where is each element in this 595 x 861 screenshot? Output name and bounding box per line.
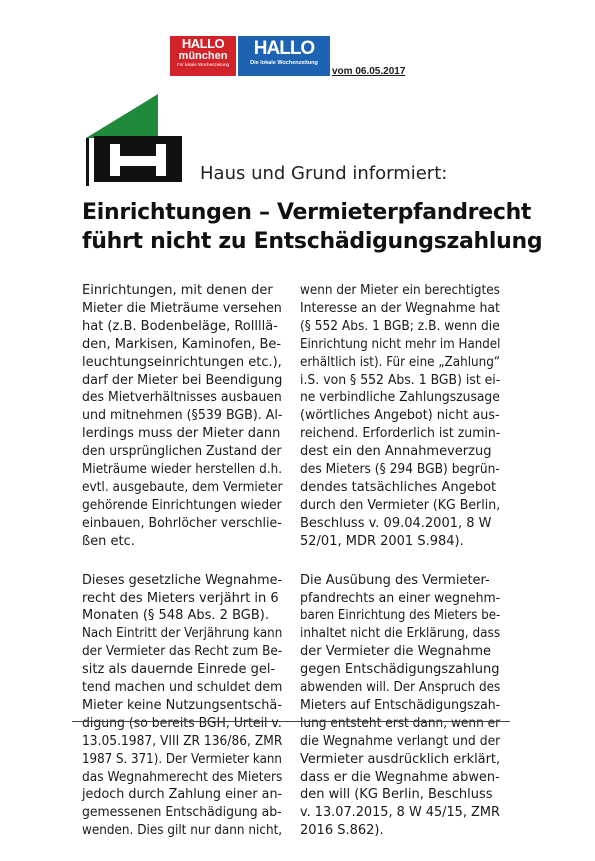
text-line: reichend. Erforderlich ist zumin- <box>300 426 501 442</box>
text-line: gegen Entschädigungszahlung <box>300 662 500 678</box>
text-line: lerdings muss der Mieter dann <box>82 426 281 442</box>
text-line: jedoch durch Zahlung einer an- <box>82 787 283 803</box>
text-line: Mieter keine Nutzungsentschä- <box>82 697 282 713</box>
horizontal-rule <box>72 721 510 722</box>
text-line: Einrichtungen, mit denen der <box>82 283 273 298</box>
article-column-left <box>82 282 282 861</box>
text-line: abwenden will. Der Anspruch des <box>300 680 501 696</box>
text-line: recht des Mieters verjährt in 6 <box>82 590 279 606</box>
logo-red-bottom: Für lokale Wochenzeitung <box>177 62 229 67</box>
text-line: der Vermieter die Wegnahme <box>300 644 492 660</box>
text-line: wenden. Dies gilt nur dann nicht, <box>82 823 283 839</box>
text-line: wenn der Mieter ein berechtigtes <box>300 283 500 298</box>
text-line: v. 13.07.2015, 8 W 45/15, ZMR <box>300 805 500 821</box>
text-line: den, Markisen, Kaminofen, Be- <box>82 336 282 352</box>
text-line: des Mieters (§ 294 BGB) begrün- <box>300 462 500 478</box>
text-line: und mitnehmen (§539 BGB). Al- <box>82 408 283 424</box>
text-line: inhaltet nicht die Erklärung, dass <box>300 626 501 642</box>
text-line: gehörende Einrichtungen wieder <box>82 497 282 513</box>
text-line: den will (KG Berlin, Beschluss <box>300 787 493 803</box>
text-line: darf der Mieter bei Beendigung <box>82 372 283 388</box>
text-line: i.S. von § 552 Abs. 1 BGB) ist ei- <box>300 372 501 388</box>
article-paragraph <box>300 282 500 551</box>
text-line: die Wegnahme verlangt und der <box>300 733 501 749</box>
text-line: evtl. ausgebaute, dem Vermieter <box>82 479 283 495</box>
article-column-right <box>300 282 500 861</box>
text-line: Beschluss v. 09.04.2001, 8 W <box>300 515 492 531</box>
text-line: der Vermieter das Recht zum Be- <box>82 644 283 660</box>
text-line: dass er die Wegnahme abwen- <box>300 769 500 785</box>
text-line: tend machen und schuldet dem <box>82 680 283 696</box>
text-line: Die Ausübung des Vermieter- <box>300 572 490 588</box>
article-paragraph <box>82 572 282 841</box>
text-line: Mieter die Mieträume versehen <box>82 300 282 316</box>
issue-date: vom 06.05.2017 <box>332 66 406 77</box>
text-line: pfandrechts an einer wegnehm- <box>300 590 501 606</box>
text-line: (wörtliches Angebot) nicht aus- <box>300 408 500 424</box>
text-line: digung (so bereits BGH, Urteil v. <box>82 715 282 731</box>
text-line: des Mietverhältnisses ausbauen <box>82 390 282 406</box>
text-line: Nach Eintritt der Verjährung kann <box>82 626 283 642</box>
kicker: Haus und Grund informiert: <box>200 163 448 184</box>
text-line: 13.05.1987, VIII ZR 136/86, ZMR <box>82 733 283 749</box>
text-line: Einrichtung nicht mehr im Handel <box>300 336 501 352</box>
hallo-wochenzeitung-logo <box>238 36 330 76</box>
text-line: 2016 S.862). <box>300 823 384 839</box>
text-line: Interesse an der Wegnahme hat <box>300 300 500 316</box>
text-line: Mieträume wieder herstellen d.h. <box>82 462 283 478</box>
text-line: 1987 S. 371). Der Vermieter kann <box>82 751 282 767</box>
text-line: Vermieter ausdrücklich erklärt, <box>300 751 501 767</box>
article-paragraph <box>82 282 282 551</box>
text-line: den ursprünglichen Zustand der <box>82 444 282 460</box>
house-h-emblem-icon <box>86 94 196 186</box>
text-line: 52/01, MDR 2001 S.984). <box>300 533 464 549</box>
text-line: Monaten (§ 548 Abs. 2 BGB). <box>82 608 269 624</box>
logo-blue-top: HALLO <box>253 38 315 59</box>
text-line: dest ein den Annahmeverzug <box>300 444 492 460</box>
text-line: einbauen, Bohrlöcher verschlie- <box>82 515 282 531</box>
text-line: hat (z.B. Bodenbeläge, Rollllä- <box>82 318 278 334</box>
text-line: leuchtungseinrichtungen etc.), <box>82 354 282 370</box>
headline-line: führt nicht zu Entschädigungszahlung <box>82 229 543 254</box>
text-line: das Wegnahmerecht des Mieters <box>82 769 283 785</box>
article-paragraph <box>300 572 500 841</box>
headline <box>82 198 542 256</box>
text-line: Dieses gesetzliche Wegnahme- <box>82 572 283 588</box>
text-line: baren Einrichtung des Mieters be- <box>300 608 501 624</box>
text-line: ßen etc. <box>82 533 135 549</box>
text-line: gemessenen Entschädigung ab- <box>82 805 282 821</box>
text-line: Mieters auf Entschädigungszah- <box>300 697 501 713</box>
text-line: sitz als dauernde Einrede gel- <box>82 662 276 678</box>
text-line: dendes tatsächliches Angebot <box>300 479 497 495</box>
text-line: erhältlich ist). Für eine „Zahlung“ <box>300 354 501 370</box>
logo-blue-bottom: Die lokale Wochenzeitung <box>250 60 318 66</box>
text-line: lung entsteht erst dann, wenn er <box>300 715 501 731</box>
logo-red-top: HALLO <box>181 36 225 51</box>
headline-line: Einrichtungen – Vermieterpfandrecht <box>82 200 532 225</box>
hallo-muenchen-logo <box>170 36 236 76</box>
text-line: (§ 552 Abs. 1 BGB; z.B. wenn die <box>300 318 500 334</box>
logo-red-mid: münchen <box>178 50 228 62</box>
text-line: ne verbindliche Zahlungszusage <box>300 390 500 406</box>
text-line: durch den Vermieter (KG Berlin, <box>300 497 501 513</box>
